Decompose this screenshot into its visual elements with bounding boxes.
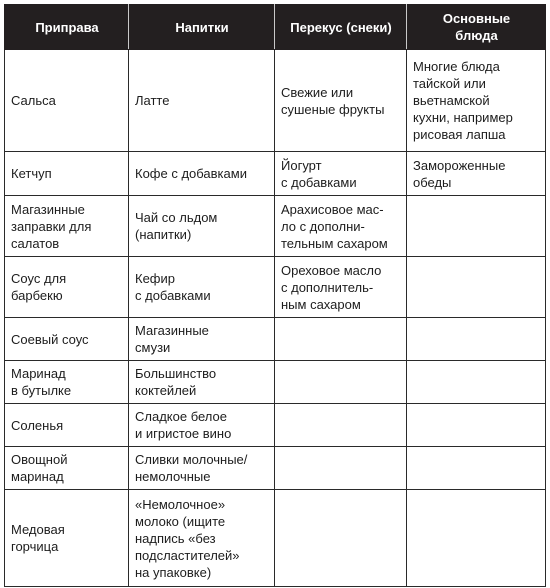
table-cell bbox=[407, 257, 546, 318]
sugar-sources-table bbox=[4, 4, 546, 587]
table-body bbox=[5, 50, 546, 587]
table-cell bbox=[275, 318, 407, 361]
table-cell bbox=[275, 361, 407, 404]
table-cell bbox=[407, 404, 546, 447]
table-cell: Большинство коктейлей bbox=[129, 361, 275, 404]
table-row bbox=[5, 361, 546, 404]
table-cell: Свежие или сушеные фрукты bbox=[275, 50, 407, 152]
table-cell: Кофе с добавками bbox=[129, 152, 275, 196]
header-snacks: Перекус (снеки) bbox=[275, 5, 407, 50]
header-row bbox=[5, 5, 546, 50]
table-cell: Соус для барбекю bbox=[5, 257, 129, 318]
header-main-dishes: Основные блюда bbox=[407, 5, 546, 50]
table-cell bbox=[407, 490, 546, 587]
table-cell bbox=[275, 490, 407, 587]
table-cell: Сальса bbox=[5, 50, 129, 152]
header-condiments: Приправа bbox=[5, 5, 129, 50]
table-row bbox=[5, 257, 546, 318]
table-cell: Замороженные обеды bbox=[407, 152, 546, 196]
table-cell bbox=[407, 318, 546, 361]
table-cell: Сладкое белое и игристое вино bbox=[129, 404, 275, 447]
table-cell: Магазинные смузи bbox=[129, 318, 275, 361]
table-cell bbox=[407, 196, 546, 257]
table-cell: Маринад в бутылке bbox=[5, 361, 129, 404]
table-cell bbox=[407, 361, 546, 404]
table-row bbox=[5, 490, 546, 587]
table-cell: Сливки молочные/ немолочные bbox=[129, 447, 275, 490]
table-header bbox=[5, 5, 546, 50]
table-row bbox=[5, 447, 546, 490]
table-cell: Магазинные заправки для салатов bbox=[5, 196, 129, 257]
table-cell: Кефир с добавками bbox=[129, 257, 275, 318]
table-cell: Овощной маринад bbox=[5, 447, 129, 490]
header-drinks: Напитки bbox=[129, 5, 275, 50]
table-cell: «Немолочное» молоко (ищите надпись «без подсластителей» на упаковке) bbox=[129, 490, 275, 587]
table-cell: Соленья bbox=[5, 404, 129, 447]
table-row bbox=[5, 50, 546, 152]
table-cell bbox=[275, 404, 407, 447]
table-cell bbox=[275, 447, 407, 490]
table-row bbox=[5, 318, 546, 361]
table-cell: Арахисовое мас- ло с дополни- тельным сахаром bbox=[275, 196, 407, 257]
sugar-sources-table-wrapper bbox=[4, 4, 546, 587]
table-row bbox=[5, 404, 546, 447]
table-cell: Ореховое масло с дополнитель- ным сахаром bbox=[275, 257, 407, 318]
table-row bbox=[5, 152, 546, 196]
table-cell: Кетчуп bbox=[5, 152, 129, 196]
table-cell: Медовая горчица bbox=[5, 490, 129, 587]
table-cell bbox=[407, 447, 546, 490]
table-cell: Йогурт с добавками bbox=[275, 152, 407, 196]
table-cell: Соевый соус bbox=[5, 318, 129, 361]
table-cell: Многие блюда тайской или вьетнамской кухни, например рисовая лапша bbox=[407, 50, 546, 152]
table-cell: Чай со льдом (напитки) bbox=[129, 196, 275, 257]
table-row bbox=[5, 196, 546, 257]
table-cell: Латте bbox=[129, 50, 275, 152]
